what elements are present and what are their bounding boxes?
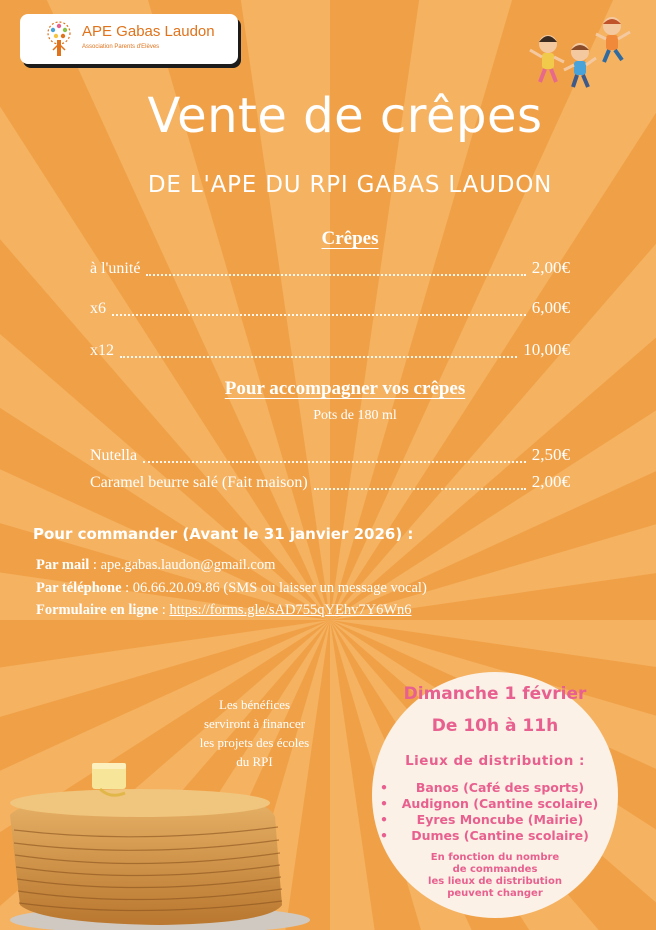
- logo-subtitle: Association Parents d'Elèves: [82, 44, 160, 50]
- mail-line: [36, 557, 275, 574]
- dot-leader: [112, 303, 526, 316]
- benefits-line: Les bénéfices: [218, 697, 291, 712]
- price-value: 2,00€: [531, 472, 570, 491]
- children-illustration: [520, 10, 640, 90]
- price-label: Caramel beurre salé (Fait maison): [90, 474, 308, 491]
- note-line: les lieux de distribution: [428, 876, 562, 887]
- benefits-line: les projets des écoles: [199, 735, 310, 750]
- benefits-line: serviront à financer: [203, 716, 306, 731]
- ape-logo: [20, 14, 238, 64]
- distribution-note: [400, 852, 590, 900]
- price-value: 6,00€: [531, 298, 570, 317]
- price-value: 10,00€: [523, 340, 570, 359]
- price-value: 2,50€: [531, 445, 570, 464]
- note-line: de commandes: [452, 864, 538, 875]
- pots-note: Pots de 180 ml: [313, 408, 397, 423]
- note-line: peuvent changer: [447, 888, 543, 899]
- dot-leader: [146, 263, 525, 276]
- dot-leader: [143, 450, 526, 463]
- price-row: [90, 340, 570, 362]
- list-item: • Eyres Moncube (Mairie): [380, 812, 620, 828]
- list-item: • Audignon (Cantine scolaire): [380, 796, 620, 812]
- list-item: • Banos (Café des sports): [380, 780, 620, 796]
- mail-value[interactable]: : ape.gabas.laudon@gmail.com: [89, 557, 276, 573]
- price-label: x12: [90, 342, 114, 359]
- phone-value[interactable]: : 06.66.20.09.86 (SMS ou laisser un message vocal): [121, 580, 427, 596]
- form-label: Formulaire en ligne: [36, 602, 159, 618]
- crepes-section-title: Crêpes: [321, 228, 379, 249]
- places-list: [380, 780, 620, 844]
- crepe-stack-image: [0, 755, 320, 930]
- price-label: Nutella: [90, 447, 138, 464]
- subtitle: DE L'APE DU RPI GABAS LAUDON: [147, 172, 553, 198]
- phone-label: Par téléphone: [36, 580, 122, 596]
- logo-title: APE Gabas Laudon: [82, 23, 215, 40]
- distribution-hours: De 10h à 11h: [431, 716, 559, 736]
- main-title: Vente de crêpes: [147, 88, 543, 144]
- toppings-section-title: Pour accompagner vos crêpes: [224, 378, 466, 399]
- dot-leader: [314, 477, 526, 490]
- price-row: [90, 472, 570, 494]
- price-row: [90, 298, 570, 320]
- phone-line: [36, 580, 427, 597]
- form-line: [36, 602, 412, 619]
- price-label: à l'unité: [90, 260, 141, 277]
- price-row: [90, 258, 570, 280]
- benefits-line: du RPI: [236, 754, 273, 769]
- mail-label: Par mail: [36, 557, 90, 573]
- distribution-date: Dimanche 1 février: [403, 684, 587, 704]
- price-row: [90, 445, 570, 467]
- list-item: • Dumes (Cantine scolaire): [380, 828, 620, 844]
- dot-leader: [120, 345, 517, 358]
- form-link[interactable]: https://forms.gle/sAD755qYEhv7Y6Wn6: [169, 602, 412, 618]
- price-label: x6: [90, 300, 106, 317]
- places-title: Lieux de distribution :: [405, 753, 585, 769]
- order-title: Pour commander (Avant le 31 janvier 2026) :: [33, 525, 414, 543]
- price-value: 2,00€: [531, 258, 570, 277]
- note-line: En fonction du nombre: [430, 852, 560, 863]
- form-separator: :: [158, 602, 170, 618]
- tree-logo-icon: [44, 20, 74, 58]
